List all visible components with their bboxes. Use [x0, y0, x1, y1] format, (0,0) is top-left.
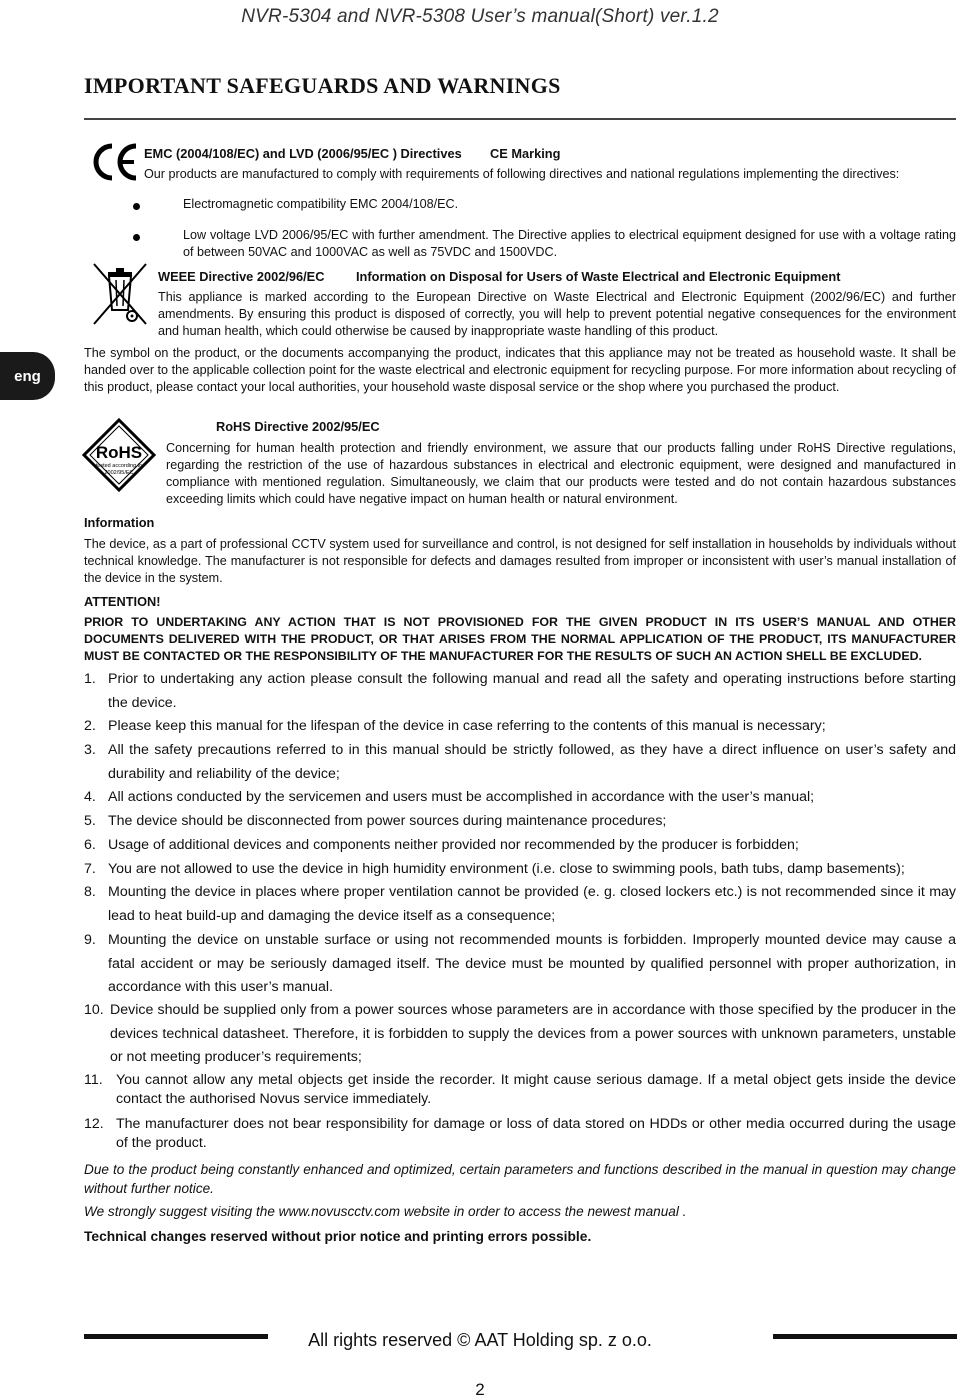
list-item-number: 7.	[84, 861, 96, 877]
ce-mark-icon	[90, 140, 138, 184]
list-item-number: 12.	[84, 1116, 104, 1132]
rohs-paragraph: Concerning for human health protection and friendly environment, we assure that our products falling under RoHS Directive regulations, regarding the restriction of the use of hazardous substances in electrical and electronic equipment, were designed and manufactured in compliance with mentioned regulation. Simultaneously, we claim that our products were tested and do not contain hazardous substances exceeding limits which could have negative impact on human health or natural environment.	[166, 441, 956, 506]
list-item-text: All actions conducted by the servicemen and users must be accomplished in accordance with the user’s manual;	[108, 789, 815, 805]
technical-changes-text: Technical changes reserved without prior notice and printing errors possible.	[84, 1229, 592, 1244]
list-item-text: Mounting the device on unstable surface or using not recommended mounts is forbidden. Improperly mounted device may cause a fatal accident or may be seriously damaged itself. The device must be mounted by qualified personnel with proper authorization, in accordance with this user’s manual.	[108, 932, 956, 995]
notice-website-text: We strongly suggest visiting the www.novuscctv.com website in order to access the newest manual .	[84, 1204, 687, 1219]
list-item	[84, 929, 956, 1000]
list-item-number: 5.	[84, 813, 96, 829]
rohs-logo-sub-1: tested according to	[95, 463, 143, 469]
list-item	[84, 881, 956, 928]
list-item	[84, 810, 956, 834]
weee-paragraph-1: This appliance is marked according to the European Directive on Waste Electrical and Electronic Equipment (2002/96/EC) and further amendments. By ensuring this product is disposed of correctly, you will help to prevent potential negative consequences for the environment and human health, which could otherwise be caused by inappropriate waste handling of this product.	[158, 290, 956, 338]
weee-crossed-bin-icon	[92, 262, 148, 332]
ce-intro: Our products are manufactured to comply with requirements of following directives and national regulations implementing the directives:	[144, 167, 900, 181]
list-item-number: 4.	[84, 789, 96, 805]
list-item-number: 10.	[84, 1002, 104, 1018]
page-title: IMPORTANT SAFEGUARDS AND WARNINGS	[84, 73, 561, 98]
rohs-logo-icon	[82, 418, 156, 492]
weee-heading: WEEE Directive 2002/96/EC	[158, 269, 325, 284]
list-item-number: 6.	[84, 837, 96, 853]
ce-bullet-2: Low voltage LVD 2006/95/EC with further amendment. The Directive applies to electrical equipment designed for use with a voltage rating of between 50VAC and 1000VAC as well as 75VDC and 1500VDC.	[183, 228, 956, 259]
rohs-heading: RoHS Directive 2002/95/EC	[216, 419, 380, 434]
bullet-icon	[133, 203, 140, 210]
ce-marking-label: CE Marking	[490, 146, 561, 161]
list-item	[84, 668, 956, 715]
list-item	[84, 858, 956, 882]
weee-paragraph-2: The symbol on the product, or the documents accompanying the product, indicates that this appliance may not be treated as household waste. It shall be handed over to the applicable collection point for the waste electrical and electronic equipment for recycling purpose. For more information about recycling of this product, please contact your local authorities, your household waste disposal service or the shop where you purchased the product.	[84, 346, 956, 394]
information-heading: Information	[84, 515, 155, 530]
attention-paragraph: PRIOR TO UNDERTAKING ANY ACTION THAT IS NOT PROVISIONED FOR THE GIVEN PRODUCT IN ITS USER’S MANUAL AND OTHER DOCUMENTS DELIVERED WITH THE PRODUCT, OR THAT ARISES FROM THE NORMAL APPLICATION OF THE PRODUCT, ITS MANUFACTURER MUST BE CONTACTED OR THE RESPONSIBILITY OF THE MANUFACTURER FOR THE RESULTS OF SUCH AN ACTION SHELL BE EXCLUDED.	[84, 615, 956, 663]
page-number: 2	[475, 1380, 485, 1399]
rohs-logo-text: RoHS	[95, 443, 143, 462]
list-item-text: You are not allowed to use the device in high humidity environment (i.e. close to swimming pools, bath tubs, damp basements);	[108, 861, 905, 877]
weee-subheading: Information on Disposal for Users of Waste Electrical and Electronic Equipment	[356, 269, 841, 284]
list-item-text: Mounting the device in places where proper ventilation cannot be provided (e. g. closed lockers etc.) is not recommended since it may lead to heat build-up and damaging the device itself as a consequence;	[108, 884, 956, 924]
list-item	[84, 786, 956, 810]
list-item	[84, 999, 956, 1070]
list-item	[84, 1115, 956, 1153]
information-paragraph: The device, as a part of professional CCTV system used for surveillance and control, is not designed for self installation in households by individuals without technical knowledge. The manufacturer is not responsible for defects and damages resulted from improper or inconsistent with user’s manual installation of the device in the system.	[84, 537, 956, 585]
language-tab-eng: eng	[0, 352, 55, 400]
notice-change-text: Due to the product being constantly enhanced and optimized, certain parameters and functions described in the manual in question may change without further notice.	[84, 1162, 956, 1196]
footer-copyright: All rights reserved © AAT Holding sp. z o.o.	[308, 1330, 652, 1350]
list-item-text: Please keep this manual for the lifespan of the device in case referring to the contents of this manual is necessary;	[108, 718, 826, 734]
title-divider	[84, 118, 956, 120]
list-item-text: You cannot allow any metal objects get inside the recorder. It might cause serious damage. If a metal object gets inside the device contact the authorised Novus service immediately.	[116, 1072, 956, 1107]
list-item-text: The manufacturer does not bear responsibility for damage or loss of data stored on HDDs or other media occurred during the usage of the product.	[116, 1116, 956, 1151]
list-item-text: Device should be supplied only from a power sources whose parameters are in accordance with those specified by the producer in the devices technical datasheet. Therefore, it is forbidden to supply the devices from a power sources with unknown parameters, unstable or not meeting producer’s requirements;	[110, 1002, 956, 1065]
list-item-number: 2.	[84, 718, 96, 734]
list-item-number: 1.	[84, 671, 96, 687]
list-item-number: 11.	[84, 1072, 103, 1088]
list-item-number: 8.	[84, 884, 96, 900]
rohs-logo-sub-2: 2002/95/EC	[104, 470, 134, 476]
list-item-text: All the safety precautions referred to in this manual should be strictly followed, as they have a direct influence on user’s safety and durability and reliability of the device;	[108, 742, 956, 782]
bullet-icon	[133, 234, 140, 241]
ce-bullet-1: Electromagnetic compatibility EMC 2004/108/EC.	[183, 197, 459, 211]
list-item-text: The device should be disconnected from power sources during maintenance procedures;	[108, 813, 667, 829]
attention-heading: ATTENTION!	[84, 594, 161, 609]
list-item	[84, 1071, 956, 1109]
list-item	[84, 715, 956, 739]
list-item-number: 3.	[84, 742, 96, 758]
list-item-number: 9.	[84, 932, 96, 948]
list-item	[84, 739, 956, 786]
list-item	[84, 834, 956, 858]
document-header: NVR-5304 and NVR-5308 User’s manual(Short) ver.1.2	[241, 6, 719, 27]
list-item-text: Usage of additional devices and components neither provided nor recommended by the producer is forbidden;	[108, 837, 799, 853]
ce-heading: EMC (2004/108/EC) and LVD (2006/95/EC ) Directives	[144, 146, 462, 161]
list-item-text: Prior to undertaking any action please consult the following manual and read all the safety and operating instructions before starting the device.	[108, 671, 956, 711]
